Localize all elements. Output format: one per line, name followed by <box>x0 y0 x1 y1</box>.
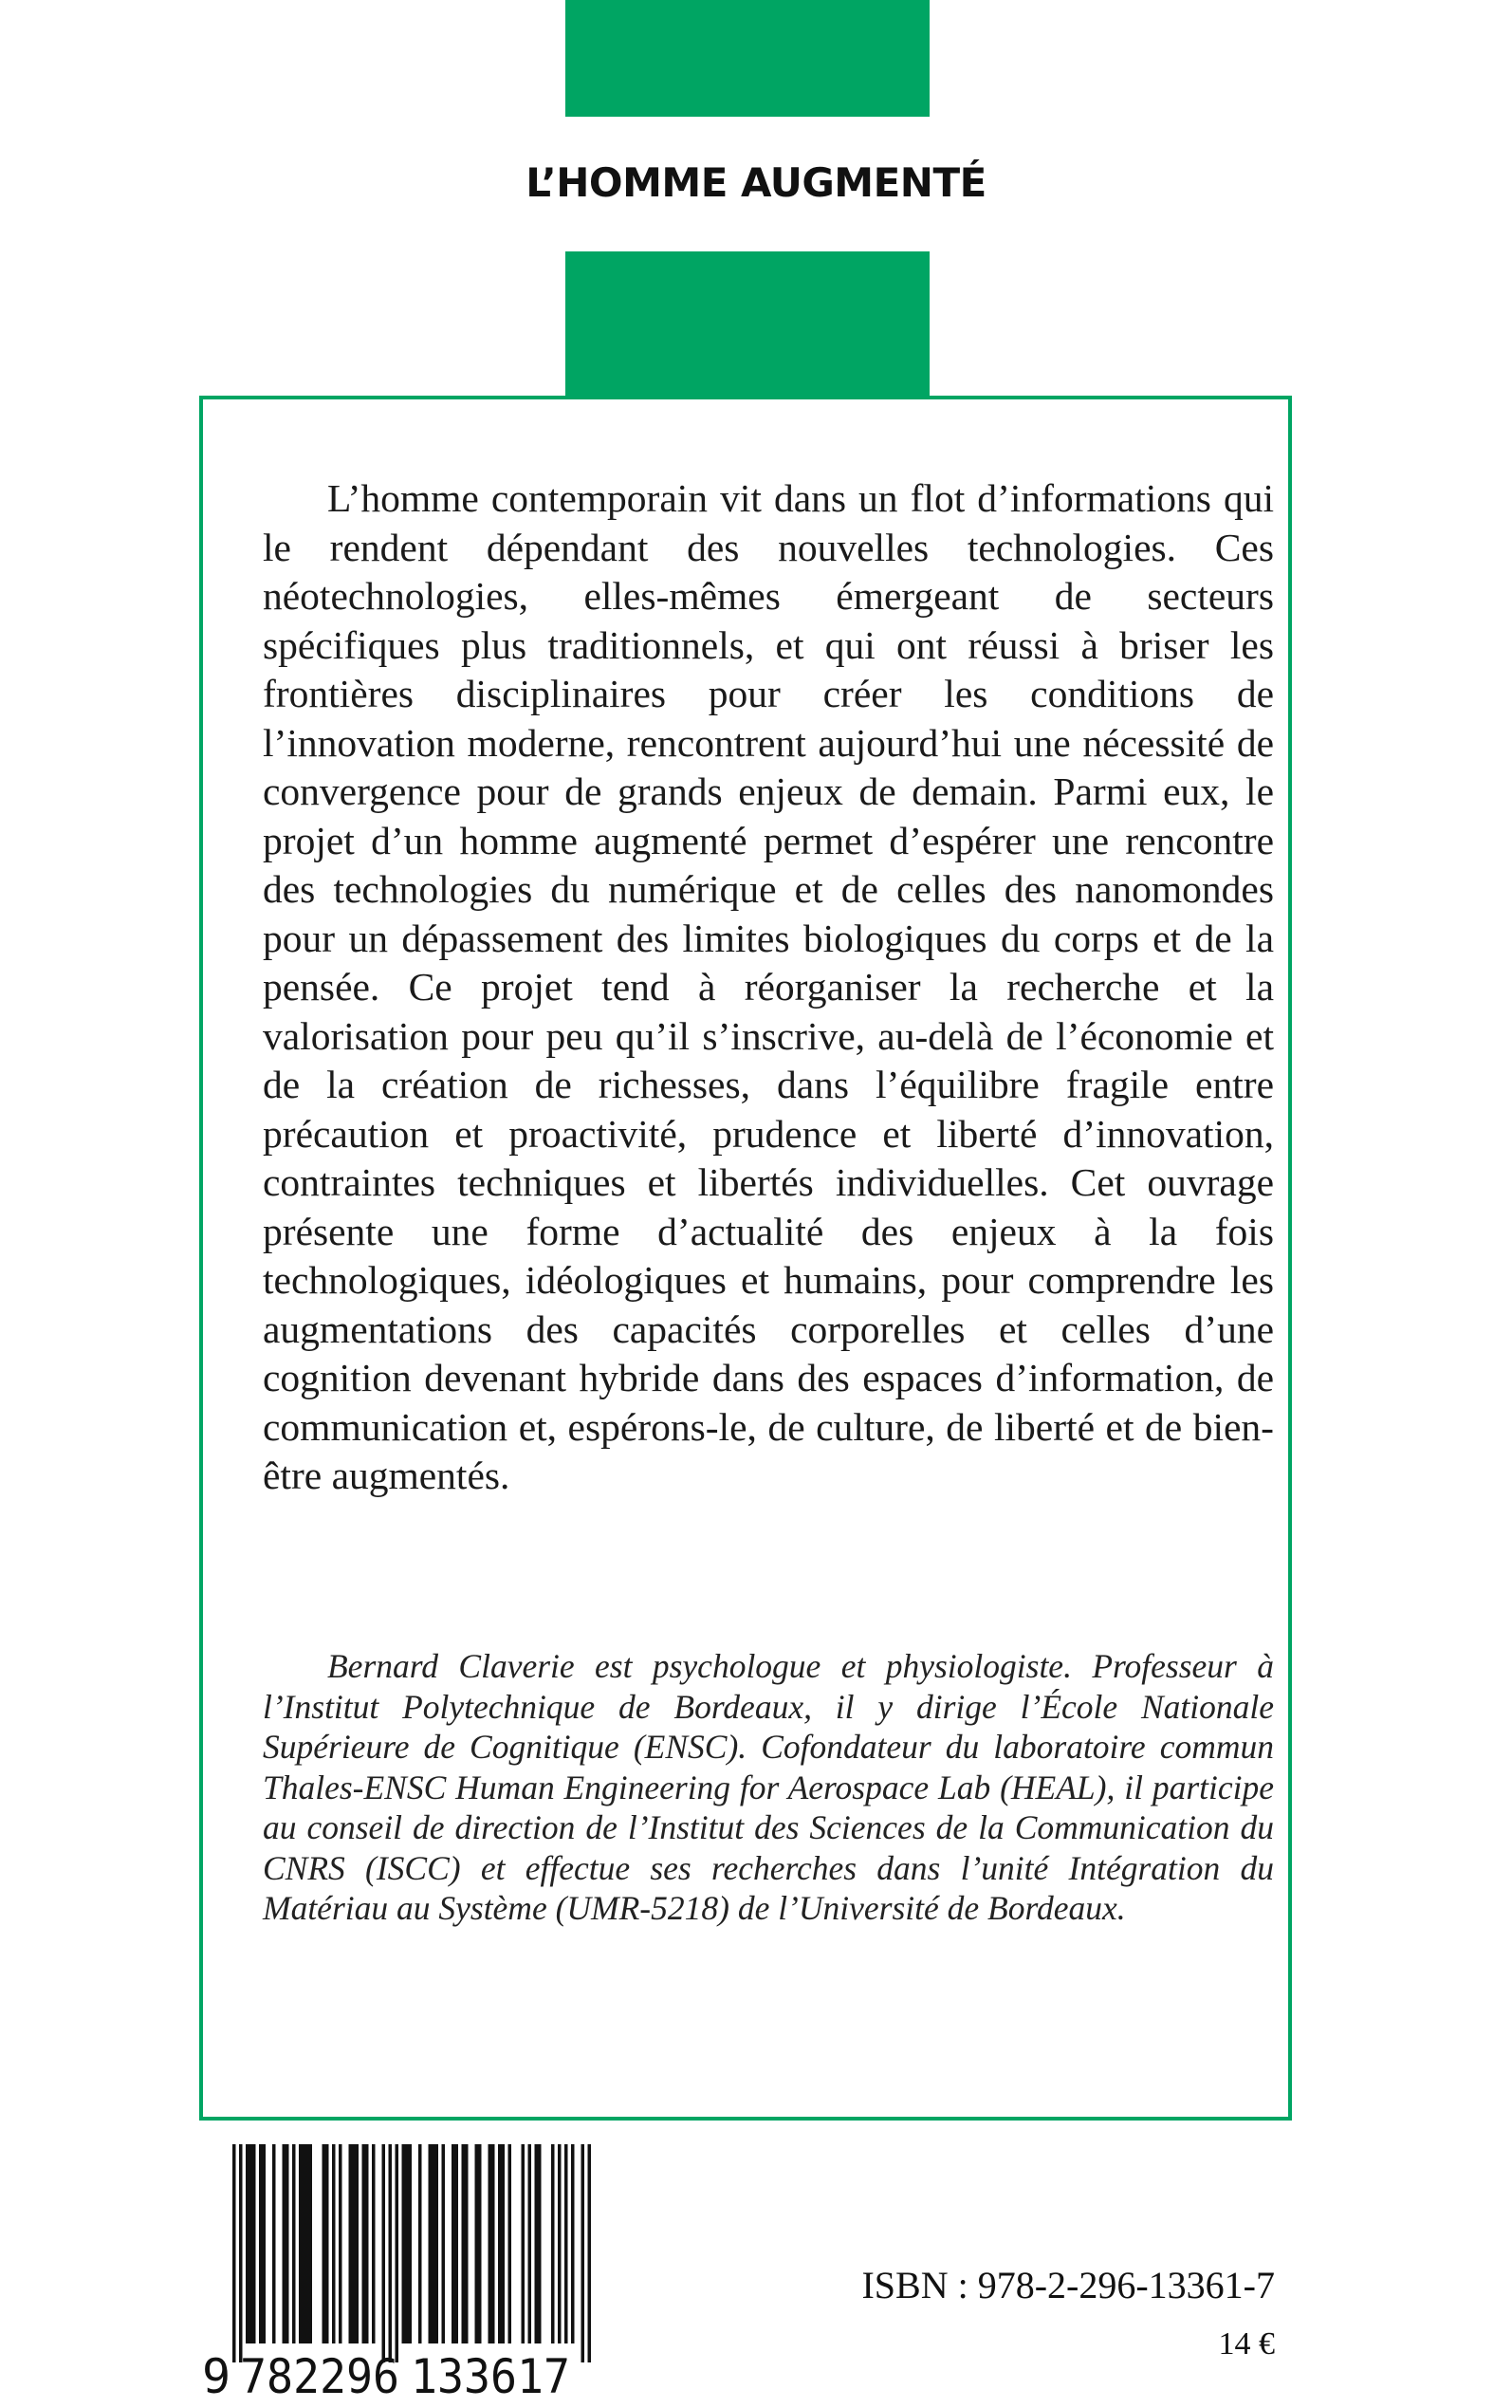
barcode-bar <box>405 2144 409 2343</box>
barcode-bar <box>396 2144 399 2362</box>
ean-barcode <box>194 2144 612 2400</box>
barcode-bar <box>365 2144 369 2343</box>
book-title: L’HOMME AUGMENTÉ <box>526 159 986 206</box>
barcode-bar <box>323 2144 326 2343</box>
barcode-bar <box>303 2144 306 2343</box>
top-color-band <box>565 0 930 117</box>
barcode-bar <box>286 2144 289 2343</box>
barcode-bar <box>299 2144 303 2343</box>
barcode-bar <box>325 2144 329 2343</box>
barcode-bar <box>356 2144 360 2343</box>
barcode-bar <box>252 2144 256 2343</box>
barcode-bar <box>522 2144 526 2343</box>
barcode-bar <box>332 2144 336 2343</box>
author-bio: Bernard Claverie est psychologue et physiologiste. Professeur à l’Institut Polytechnique de Bordeaux, il y dirige l’École Nationale Supérieure de Cognitique (ENSC). Cofondateur du laboratoire commun Thales-ENSC Human Engineering for Aerospace Lab (HEAL), il participe au conseil de direction de l’Institut des Sciences de la Communication du CNRS (ISCC) et effectue ses recherches dans l’unité Intégration du Matériau au Système (UMR-5218) de l’Université de Bordeaux. <box>263 1647 1274 1927</box>
barcode-bar <box>489 2144 492 2343</box>
barcode-bar <box>475 2144 479 2343</box>
barcode-bar <box>389 2144 393 2362</box>
barcode-bar <box>372 2144 376 2343</box>
barcode-bar <box>429 2144 433 2343</box>
barcode-bar <box>409 2144 413 2343</box>
barcode-bars <box>232 2144 591 2362</box>
barcode-bar <box>551 2144 555 2343</box>
barcode-bar <box>259 2144 263 2343</box>
barcode-bar <box>535 2144 539 2343</box>
barcode-bar <box>571 2144 575 2343</box>
barcode-bar <box>435 2144 439 2343</box>
barcode-bar <box>339 2144 342 2343</box>
barcode-bar <box>498 2144 502 2343</box>
barcode-bar <box>292 2144 296 2343</box>
barcode-bar <box>272 2144 276 2343</box>
middle-color-band <box>565 251 930 396</box>
barcode-digits-left: 782296 <box>240 2349 399 2400</box>
barcode-bar <box>283 2144 286 2343</box>
barcode-bar <box>309 2144 313 2343</box>
barcode-bar <box>263 2144 267 2343</box>
barcode-bar <box>538 2144 542 2343</box>
barcode-bar <box>508 2144 512 2343</box>
barcode-bar <box>462 2144 466 2343</box>
barcode-bar <box>455 2144 459 2343</box>
barcode-bar <box>382 2144 386 2362</box>
barcode-bar <box>349 2144 353 2343</box>
isbn-label: ISBN : 978-2-296-13361-7 <box>861 2264 1275 2306</box>
barcode-bar <box>478 2144 482 2343</box>
barcode-bar <box>402 2144 406 2343</box>
blurb-paragraph: L’homme contemporain vit dans un flot d’informations qui le rendent dépendant des nouvelles technologies. Ces néotechnologies, elles-mêmes émergeant de secteurs spécifiques plus traditionnels, et qui ont réussi à briser les frontières disciplinaires pour créer les conditions de l’innovation moderne, rencontrent aujourd’hui une nécessité de convergence pour de grands enjeux de demain. Parmi eux, le projet d’un homme augmenté permet d’espérer une rencontre des technologies du numérique et de celles des nanomondes pour un dépassement des limites biologiques du corps et de la pensée. Ce projet tend à réorganiser la recherche et la valorisation pour peu qu’il s’inscrive, au-delà de l’économie et de la création de richesses, dans l’équilibre fragile entre précaution et proactivité, prudence et liberté d’innovation, contraintes techniques et libertés individuelles. Cet ouvrage présente une forme d’actualité des enjeux à la fois technologiques, idéologiques et humains, pour comprendre les augmentations des capacités corporelles et celles d’une cognition devenant hybride dans des espaces d’information, de communication et, espérons-le, de culture, de liberté et de bien-être augmentés. <box>263 476 1274 1497</box>
barcode-bar <box>465 2144 469 2343</box>
barcode-bar <box>352 2144 356 2343</box>
barcode-bar <box>239 2144 243 2362</box>
barcode-bar <box>232 2144 236 2362</box>
barcode-bar <box>558 2144 562 2343</box>
barcode-bar <box>442 2144 446 2343</box>
barcode-bar <box>564 2144 568 2343</box>
barcode-bar <box>491 2144 495 2343</box>
barcode-bar <box>432 2144 435 2343</box>
barcode-bar <box>246 2144 249 2343</box>
barcode-digits-right: 133617 <box>411 2349 570 2400</box>
barcode-bar <box>581 2144 585 2362</box>
barcode-bar <box>528 2144 532 2343</box>
barcode-bar <box>362 2144 366 2343</box>
barcode-bar <box>588 2144 592 2362</box>
barcode-bar <box>305 2144 309 2343</box>
price-label: 14 € <box>1218 2326 1275 2362</box>
barcode-bar <box>249 2144 253 2343</box>
barcode-bar <box>452 2144 455 2343</box>
barcode-bar <box>502 2144 506 2343</box>
barcode-first-digit: 9 <box>202 2349 231 2400</box>
barcode-bar <box>418 2144 422 2343</box>
